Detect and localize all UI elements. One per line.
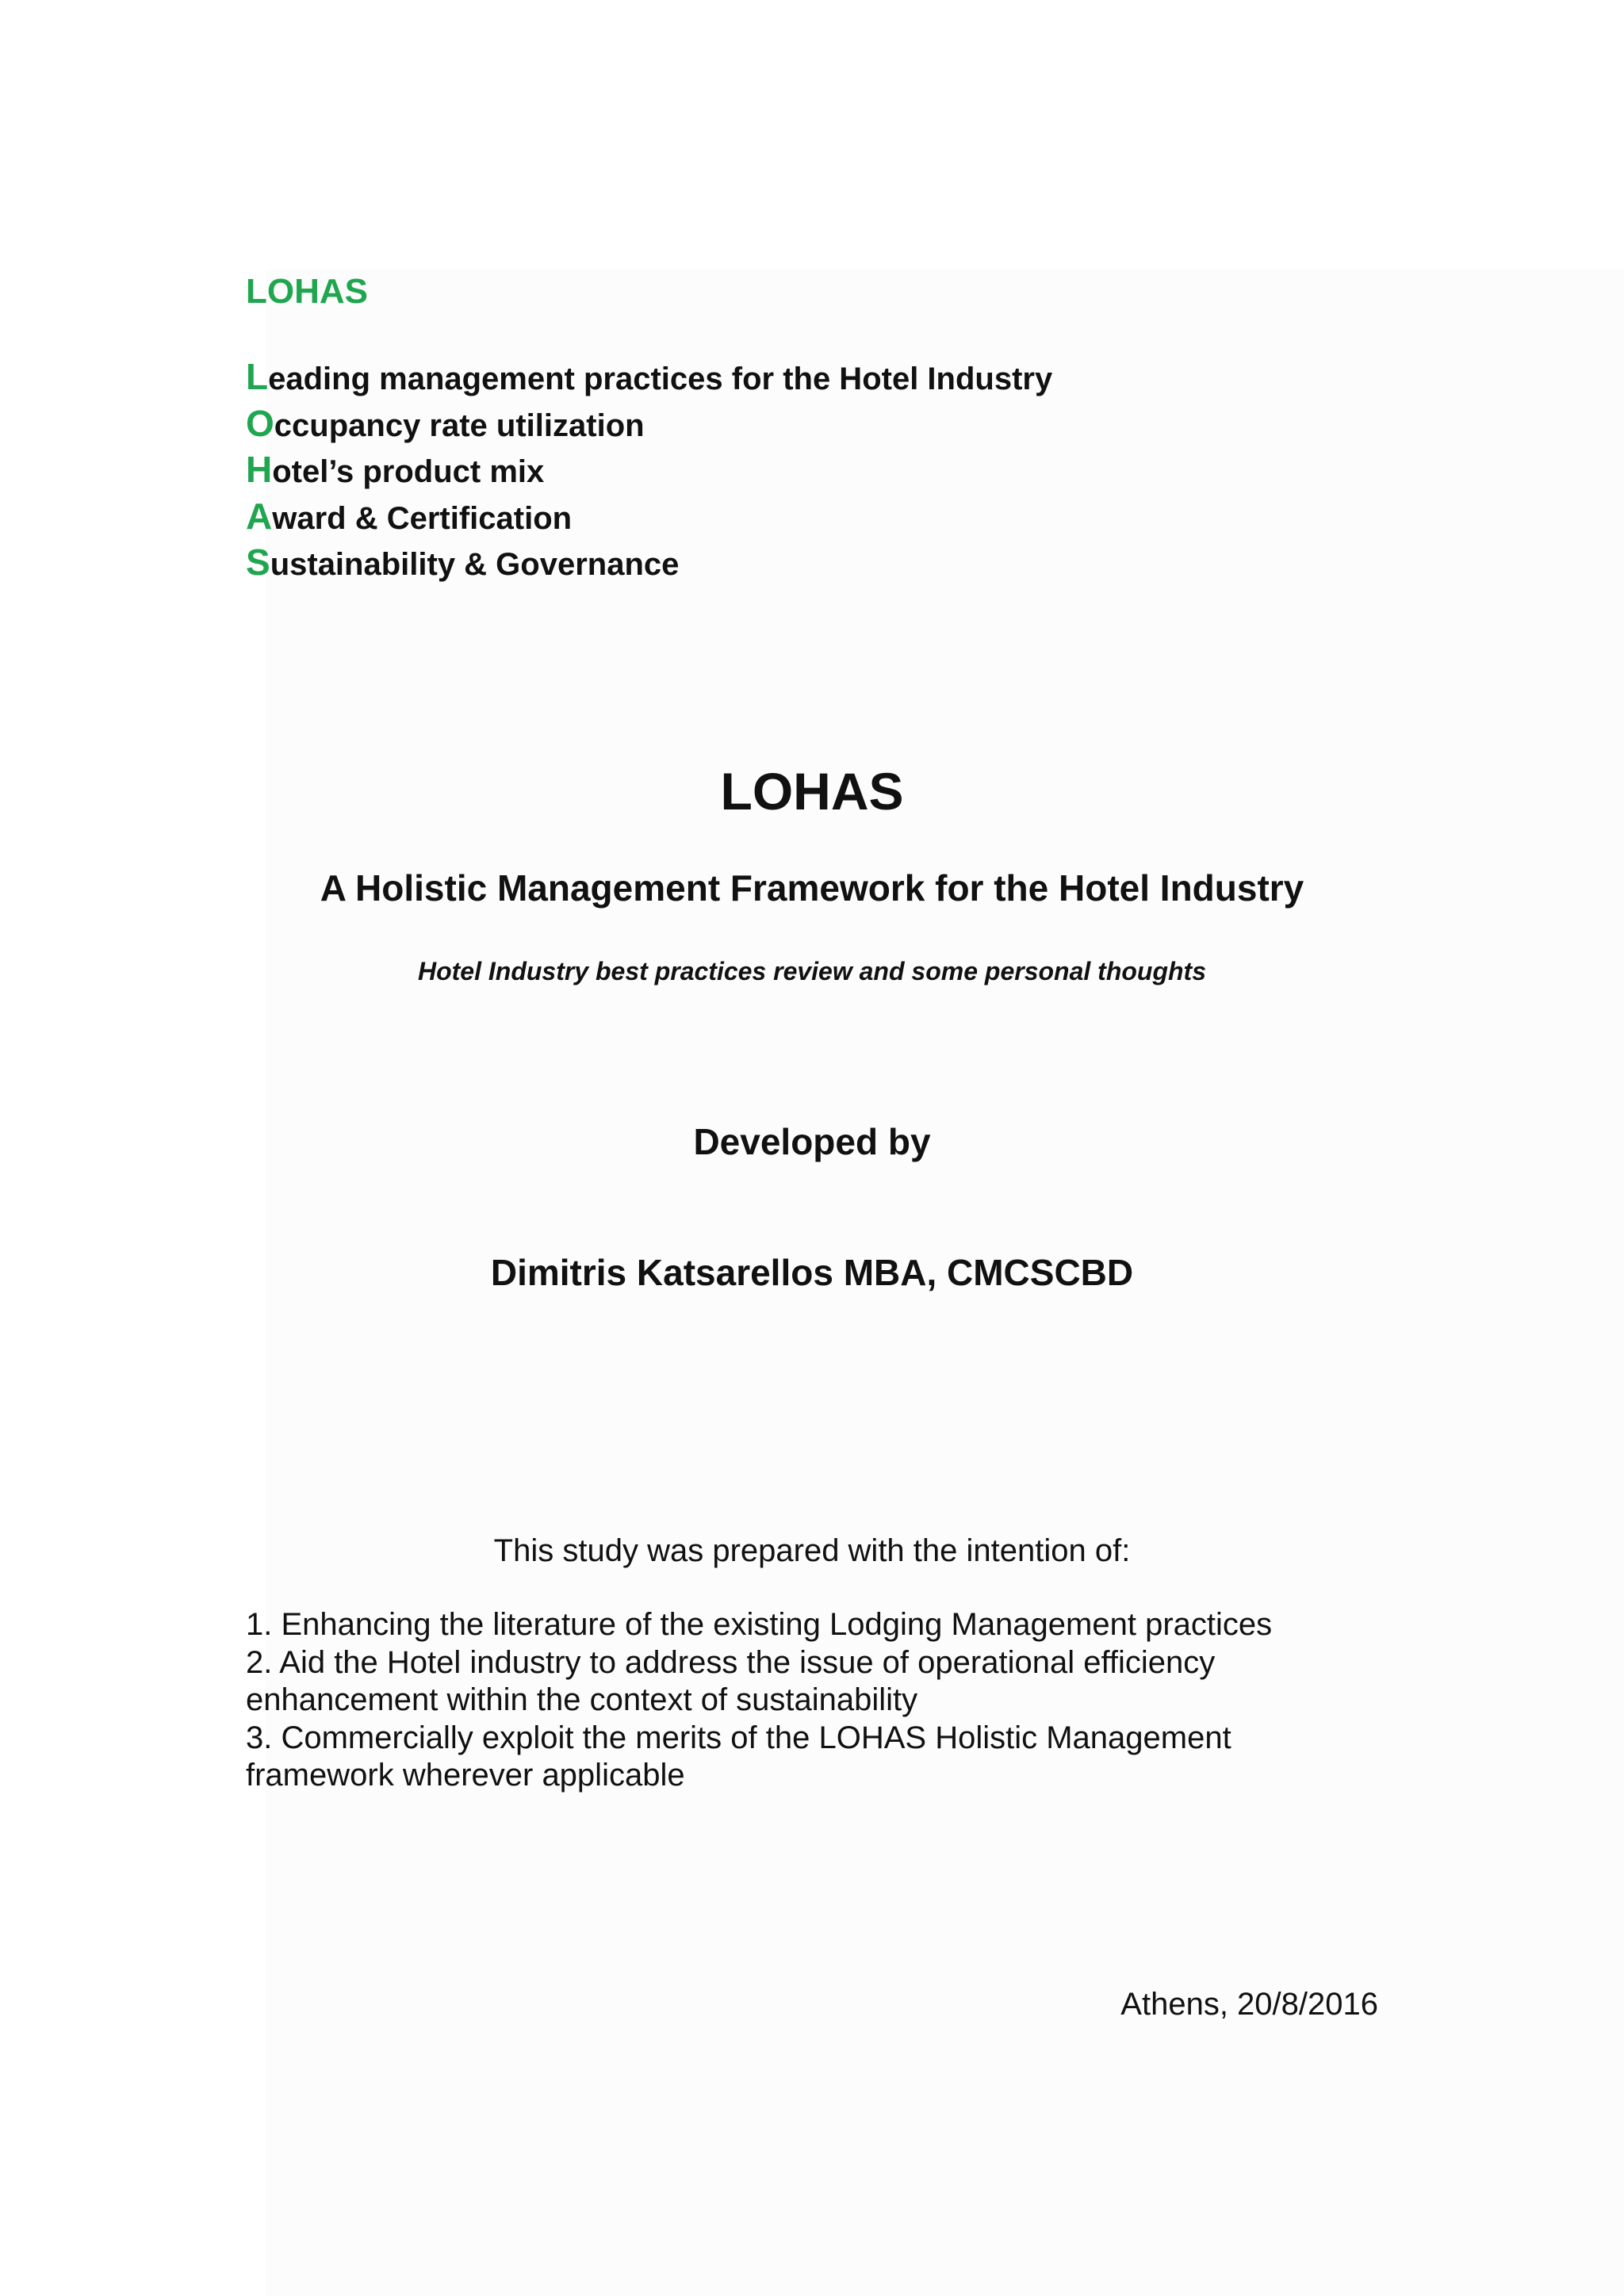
acronym-initial: H: [246, 449, 273, 490]
author-name: Dimitris Katsarellos MBA, CMCSCBD: [490, 1252, 1134, 1293]
acronym-initial: A: [246, 495, 273, 537]
acronym-item: [246, 402, 1052, 449]
acronym-initial: S: [246, 541, 270, 583]
acronym-heading: LOHAS: [246, 272, 368, 311]
acronym-item: [246, 355, 1052, 402]
acronym-rest: otel’s product mix: [272, 454, 545, 489]
intention-item: 1. Enhancing the literature of the existing Lodging Management practices: [246, 1607, 1273, 1642]
place-date: Athens, 20/8/2016: [1120, 1987, 1378, 2022]
acronym-initial: L: [246, 356, 269, 397]
acronym-initial: O: [246, 402, 274, 444]
acronym-rest: eading management practices for the Hotel Industry: [268, 362, 1053, 396]
acronym-item: [246, 541, 1052, 587]
intentions-list: [246, 1606, 1388, 1795]
acronym-item: [246, 448, 1052, 495]
intention-item: 3. Commercially exploit the merits of the LOHAS Holistic Management framework wherever applicable: [246, 1720, 1231, 1793]
document-tagline: Hotel Industry best practices review and some personal thoughts: [417, 957, 1206, 985]
acronym-rest: ccupancy rate utilization: [274, 408, 645, 443]
acronym-list: [246, 355, 1052, 587]
developed-by-label: Developed by: [693, 1121, 931, 1162]
intentions-intro: This study was prepared with the intention of:: [493, 1533, 1131, 1568]
intention-item: 2. Aid the Hotel industry to address the issue of operational efficiency enhancement within the context of sustainability: [246, 1644, 1216, 1717]
document-subtitle: A Holistic Management Framework for the Hotel Industry: [320, 867, 1304, 909]
acronym-rest: ustainability & Governance: [270, 547, 680, 582]
acronym-rest: ward & Certification: [272, 500, 573, 536]
acronym-item: [246, 495, 1052, 541]
document-title: LOHAS: [720, 762, 904, 821]
